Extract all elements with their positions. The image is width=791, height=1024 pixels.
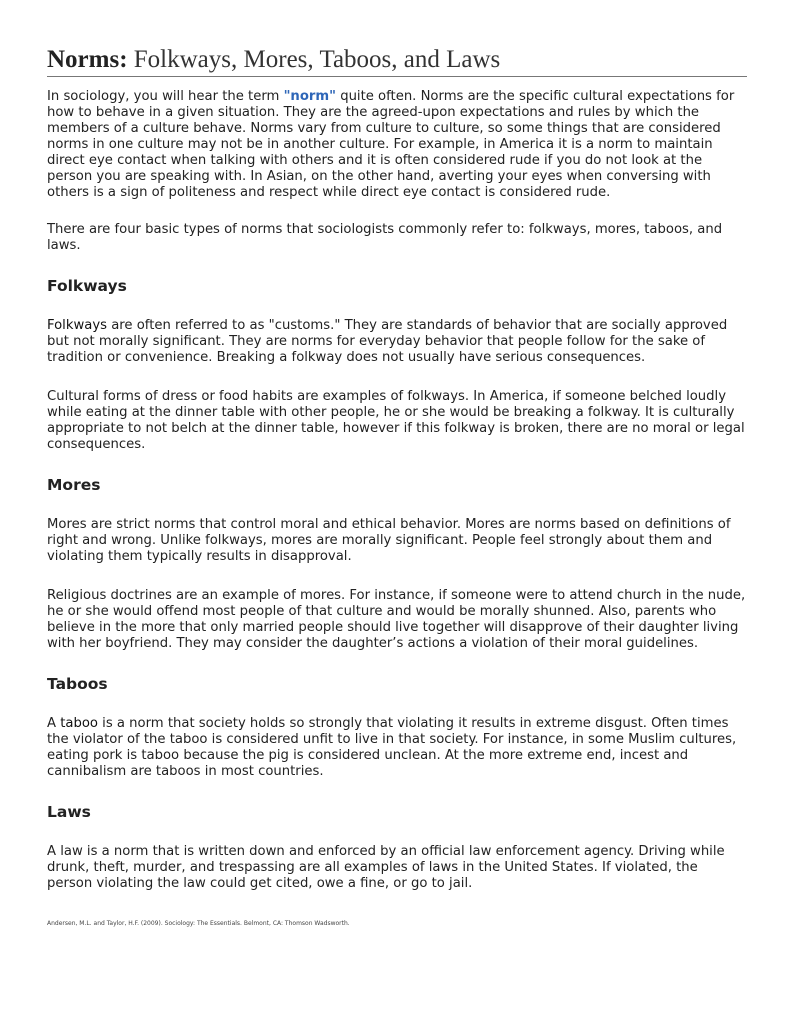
citation: Andersen, M.L. and Taylor, H.F. (2009). Sociology: The Essentials. Belmont, CA: Thomson Wadsworth.: [47, 920, 350, 927]
taboos-heading: Taboos: [47, 675, 108, 693]
folkways-term[interactable]: Folkways: [47, 318, 108, 333]
folkways-paragraph-1: [47, 318, 747, 366]
intro-paragraph: [47, 89, 747, 201]
folkways-paragraph-2: Cultural forms of dress or food habits are examples of folkways. In America, if someone belched loudly while eating at the dinner table with other people, he or she would be breaking a folkway. It is culturally appropriate to not belch at the dinner table, however if this folkway is broken, there are no moral or legal consequences.: [47, 389, 745, 452]
intro-before: In sociology, you will hear the term: [47, 89, 284, 104]
page-title: [47, 45, 747, 77]
laws-paragraph: A law is a norm that is written down and enforced by an official law enforcement agency. Driving while drunk, theft, murder, and trespassing are all examples of laws in the United States. If violated, the person violating the law could get cited, owe a fine, or go to jail.: [47, 844, 725, 891]
intro-after: quite often. Norms are the specific cultural expectations for how to behave in a given situation. They are the agreed-upon expectations and rules by which the members of a culture behave. Norms vary from culture to culture, so some things that are considered norms in one culture may not be in another culture. For example, in America it is a norm to maintain direct eye contact when talking with others and it is often considered rude if you do not look at the person you are speaking with. In Asian, on the other hand, averting your eyes when conversing with others is a sign of politeness and respect while direct eye contact is considered rude.: [47, 89, 735, 200]
taboo-term[interactable]: taboo: [60, 716, 98, 731]
taboos-paragraph: [47, 716, 747, 780]
norm-term-link[interactable]: "norm": [283, 89, 336, 104]
title-bold: Norms:: [47, 46, 128, 73]
title-rest: Folkways, Mores, Taboos, and Laws: [127, 46, 501, 73]
mores-paragraph-1: Mores are strict norms that control moral and ethical behavior. Mores are norms based on definitions of right and wrong. Unlike folkways, mores are morally significant. People feel strongly about them and violating them typically results in disapproval.: [47, 517, 731, 564]
mores-paragraph-2: Religious doctrines are an example of mores. For instance, if someone were to attend church in the nude, he or she would offend most people of that culture and would be morally shunned. Also, parents who believe in the more that only married people should live together will disapprove of their daughter living with her boyfriend. They may consider the daughter’s actions a violation of their moral guidelines.: [47, 588, 746, 651]
types-paragraph: There are four basic types of norms that sociologists commonly refer to: folkways, mores, taboos, and laws.: [47, 222, 723, 253]
mores-heading: Mores: [47, 476, 101, 494]
taboos-p1-rest: is a norm that society holds so strongly that violating it results in extreme disgust. Often times the violator of the taboo is considered unfit to live in that society. For instance, in some Muslim cultures, eating pork is taboo because the pig is considered unclean. At the more extreme end, incest and cannibalism are taboos in most countries.: [47, 716, 737, 779]
taboos-p1-before: A: [47, 716, 61, 731]
folkways-heading: Folkways: [47, 277, 127, 295]
laws-heading: Laws: [47, 803, 91, 821]
folkways-p1-rest: are often referred to as "customs." They are standards of behavior that are socially approved but not morally significant. They are norms for everyday behavior that people follow for the sake of tradition or convenience. Breaking a folkway does not usually have serious consequences.: [47, 318, 728, 365]
